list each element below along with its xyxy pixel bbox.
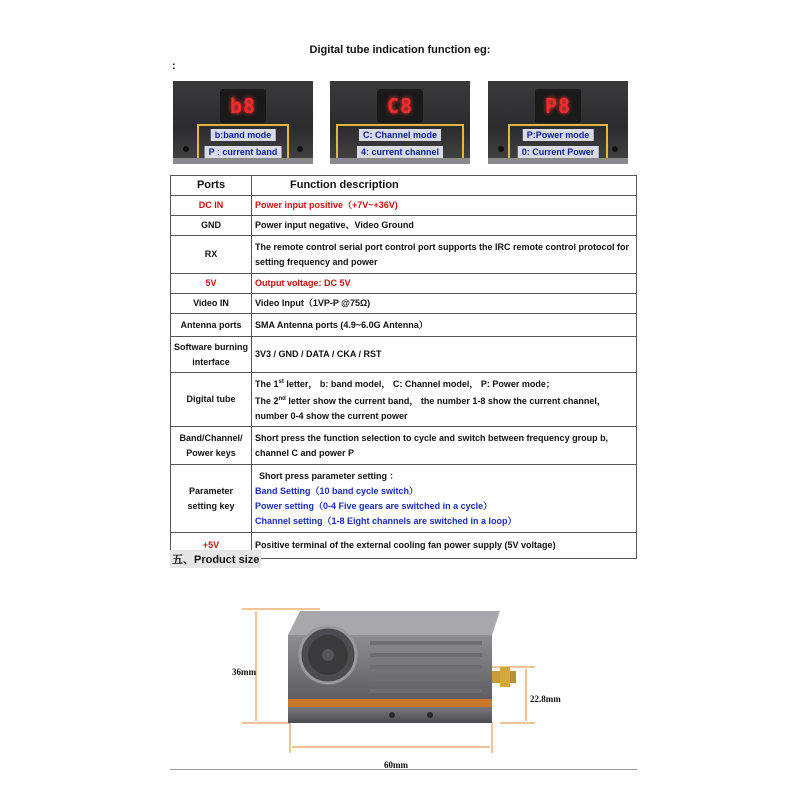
port-description: The remote control serial port control port supports the IRC remote control protocol for setting frequency and power	[252, 236, 637, 274]
port-description: SMA Antenna ports (4.9~6.0G Antenna）	[252, 314, 637, 337]
photo-label-current: 4: current channel	[357, 146, 443, 158]
table-row	[171, 274, 637, 294]
port-name: Software burning interface	[171, 337, 252, 373]
photo-label-current: P : current band	[205, 146, 282, 158]
port-description: Short press parameter setting ： Band Setting（10 band cycle switch） Power setting（0-4 Five gears are switched in a cycle） Channel setting（1-8 Eight channels are switched in a loop）	[252, 465, 637, 533]
port-name: 5V	[171, 274, 252, 294]
button-dot	[183, 146, 189, 152]
led-display	[220, 89, 266, 123]
port-name: Digital tube	[171, 373, 252, 427]
table-row	[171, 373, 637, 427]
table-row	[171, 427, 637, 465]
port-name: Parameter setting key	[171, 465, 252, 533]
photo-channel-mode	[330, 81, 470, 164]
led-digits: C8	[386, 94, 414, 118]
baseline-divider	[170, 769, 637, 770]
antenna-height-label: 22.8mm	[530, 694, 561, 704]
section-heading: 五、Product size	[170, 550, 261, 568]
table-row	[171, 236, 637, 274]
led-display	[535, 89, 581, 123]
table-header-row	[171, 176, 637, 196]
photo-label-mode: b:band mode	[211, 129, 276, 141]
port-name: Antenna ports	[171, 314, 252, 337]
port-name: DC IN	[171, 196, 252, 216]
port-description: The 1st letter， b: band model， C: Channel model， P: Power mode； The 2nd letter show the current band， the number 1-8 show the current channel， number 0-4 show the current power	[252, 373, 637, 427]
photo-band-mode	[173, 81, 313, 164]
port-name: Band/Channel/ Power keys	[171, 427, 252, 465]
photo-label-mode: C: Channel mode	[359, 129, 441, 141]
port-description: Positive terminal of the external cooling fan power supply (5V voltage)	[252, 533, 637, 559]
header-ports: Ports	[171, 176, 252, 196]
port-name: GND	[171, 216, 252, 236]
page-title: Digital tube indication function eg:	[309, 44, 491, 56]
colon-mark: :	[172, 60, 176, 72]
port-description: Power input negative、Video Ground	[252, 216, 637, 236]
port-description: Short press the function selection to cycle and switch between frequency group b, channel C and power P	[252, 427, 637, 465]
led-digits: P8	[544, 94, 572, 118]
led-display	[377, 89, 423, 123]
height-label: 36mm	[232, 667, 256, 677]
photo-power-mode	[488, 81, 628, 164]
button-dot	[498, 146, 504, 152]
button-dot	[612, 146, 618, 152]
device-body	[288, 611, 500, 723]
table-row	[171, 216, 637, 236]
antenna-connector	[492, 667, 516, 687]
port-description: Video Input（1VP-P @75Ω)	[252, 294, 637, 314]
width-label: 60mm	[384, 760, 408, 770]
table-row	[171, 196, 637, 216]
table-row	[171, 294, 637, 314]
device-illustration	[170, 595, 637, 775]
ports-table	[170, 175, 637, 559]
header-function: Function description	[252, 176, 637, 196]
port-description: 3V3 / GND / DATA / CKA / RST	[252, 337, 637, 373]
port-name: +5V	[171, 533, 252, 559]
photo-label-current: 0: Current Power	[518, 146, 599, 158]
port-name: RX	[171, 236, 252, 274]
photo-label-mode: P:Power mode	[523, 129, 594, 141]
table-row	[171, 314, 637, 337]
table-row	[171, 465, 637, 533]
port-description: Power input positive（+7V~+36V)	[252, 196, 637, 216]
port-name: Video IN	[171, 294, 252, 314]
port-description: Output voltage: DC 5V	[252, 274, 637, 294]
led-digits: b8	[229, 94, 257, 118]
button-dot	[297, 146, 303, 152]
table-row	[171, 337, 637, 373]
